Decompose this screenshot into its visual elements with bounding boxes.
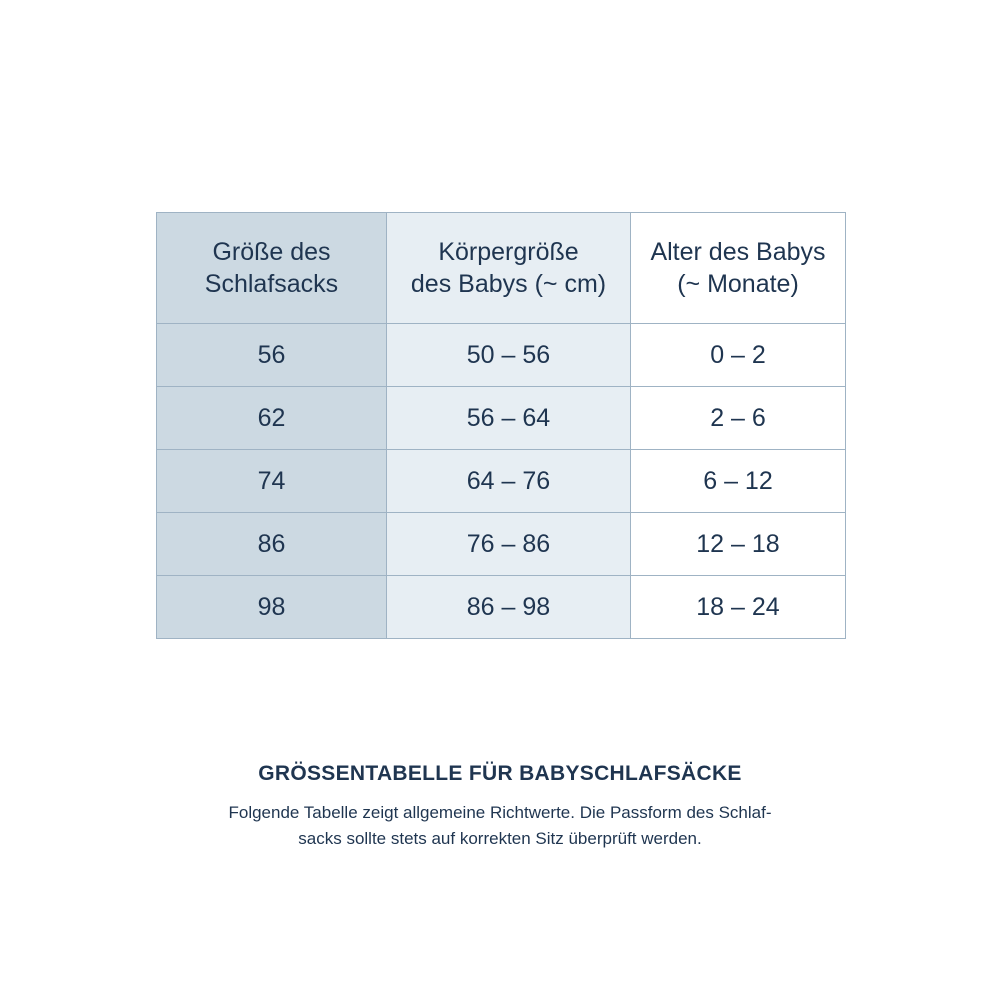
- caption-text-line-2: sacks sollte stets auf korrekten Sitz überprüft werden.: [298, 829, 702, 849]
- cell-body-height: 50 – 56: [387, 324, 631, 387]
- cell-sleeping-bag-size: 98: [157, 576, 387, 639]
- table-row: [157, 450, 846, 513]
- column-header-sleeping-bag-size: [157, 213, 387, 324]
- table-row: [157, 576, 846, 639]
- column-header-line-2: Schlafsacks: [204, 270, 339, 298]
- size-table-container: [156, 212, 845, 639]
- cell-sleeping-bag-size: 62: [157, 387, 387, 450]
- caption-block: [0, 762, 1000, 853]
- cell-body-height: 64 – 76: [387, 450, 631, 513]
- cell-baby-age: 12 – 18: [631, 513, 846, 576]
- caption-title: GRÖSSENTABELLE FÜR BABYSCHLAFSÄCKE: [258, 762, 742, 785]
- table-header-row: [157, 213, 846, 324]
- caption-text-line-1: Folgende Tabelle zeigt allgemeine Richtwerte. Die Passform des Schlaf-: [228, 803, 772, 822]
- table-row: [157, 513, 846, 576]
- column-header-baby-age: [631, 213, 846, 324]
- cell-baby-age: 6 – 12: [631, 450, 846, 513]
- cell-baby-age: 0 – 2: [631, 324, 846, 387]
- caption-text: [190, 800, 810, 853]
- cell-body-height: 86 – 98: [387, 576, 631, 639]
- cell-body-height: 76 – 86: [387, 513, 631, 576]
- cell-sleeping-bag-size: 74: [157, 450, 387, 513]
- table-row: [157, 324, 846, 387]
- column-header-line-1: Körpergröße: [438, 237, 579, 266]
- column-header-line-1: Größe des: [212, 237, 331, 266]
- column-header-body-height: [387, 213, 631, 324]
- cell-baby-age: 18 – 24: [631, 576, 846, 639]
- table-row: [157, 387, 846, 450]
- size-table: [156, 212, 846, 639]
- cell-baby-age: 2 – 6: [631, 387, 846, 450]
- column-header-line-1: Alter des Babys: [650, 237, 826, 266]
- column-header-line-2: des Babys (~ cm): [410, 270, 607, 298]
- cell-sleeping-bag-size: 56: [157, 324, 387, 387]
- column-header-line-2: (~ Monate): [677, 270, 799, 298]
- cell-sleeping-bag-size: 86: [157, 513, 387, 576]
- cell-body-height: 56 – 64: [387, 387, 631, 450]
- table-header: [157, 213, 846, 324]
- table-body: [157, 324, 846, 639]
